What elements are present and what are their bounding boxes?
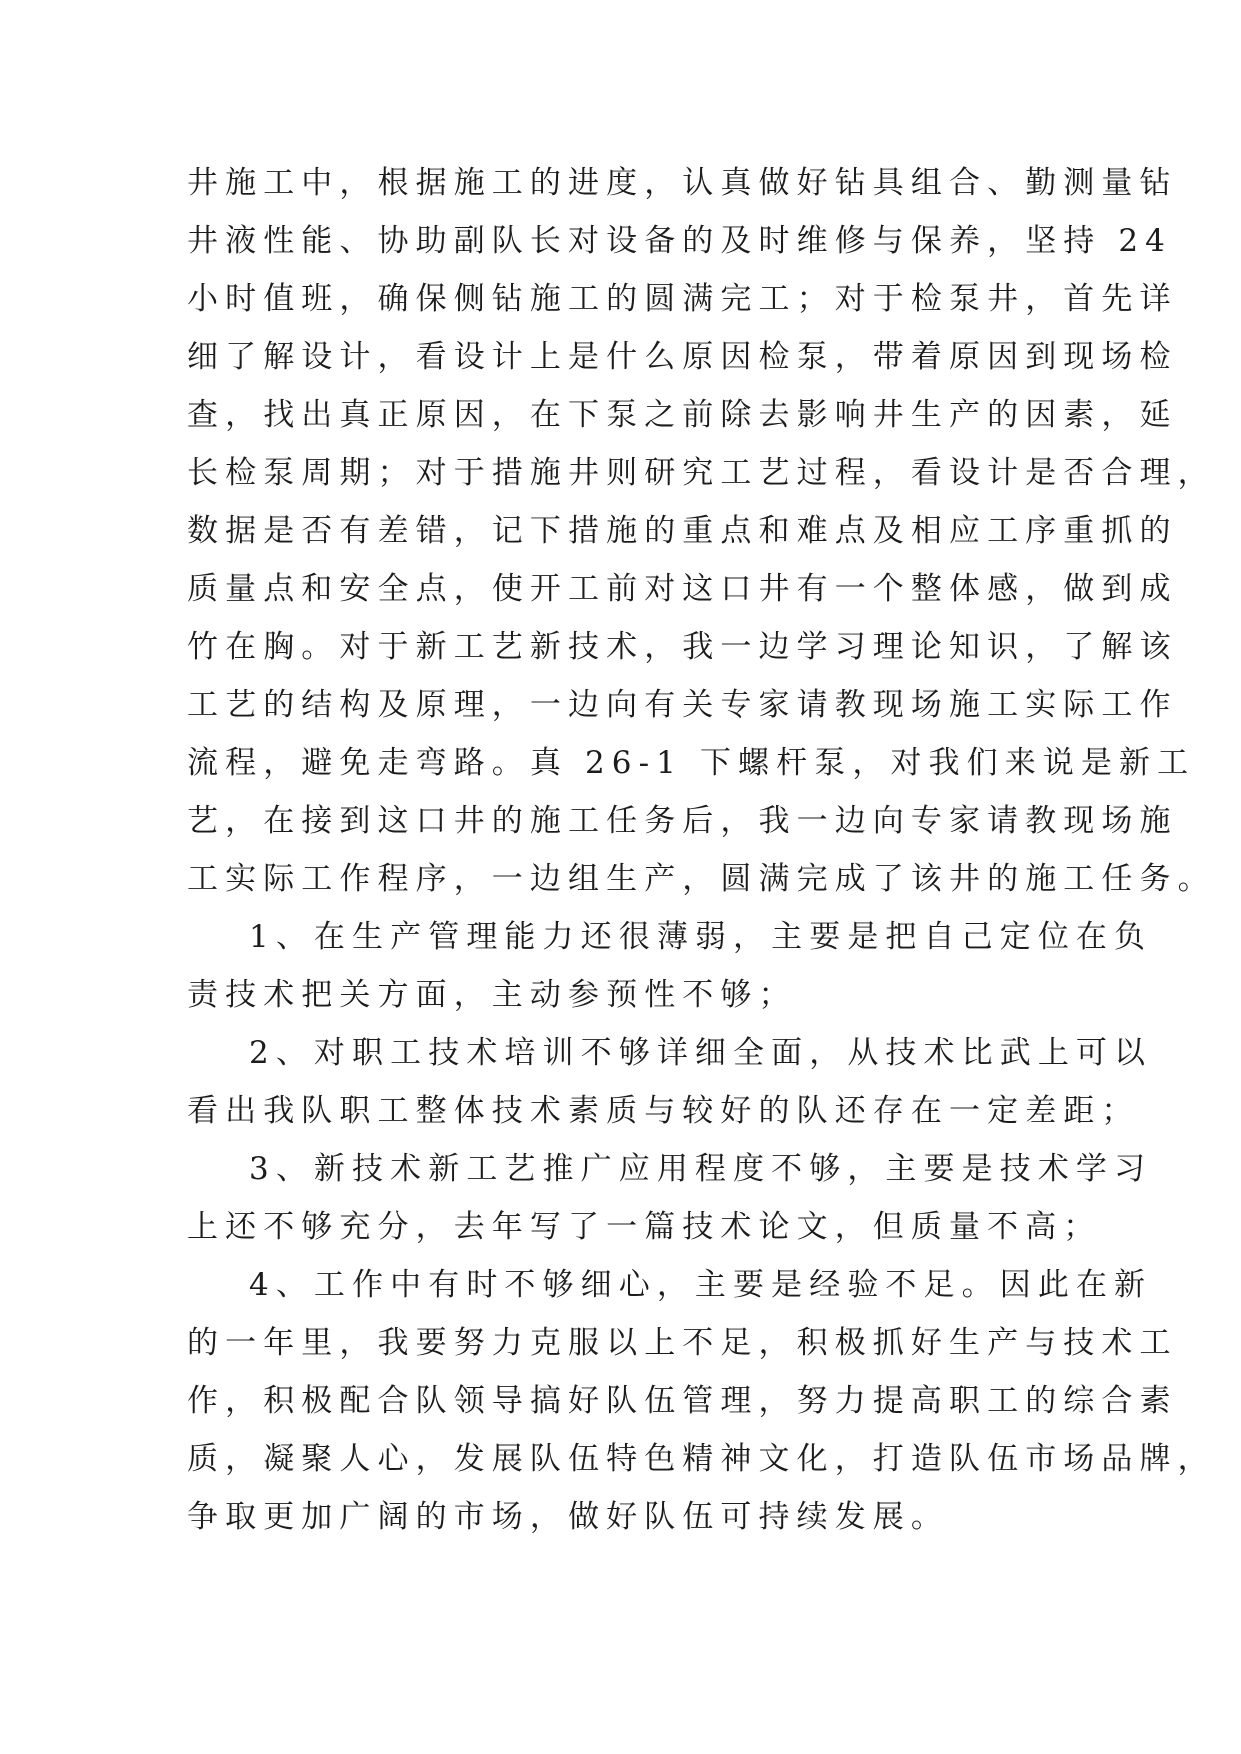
text-line: 上还不够充分，去年写了一篇技术论文，但质量不高； <box>187 1209 1102 1245</box>
text-line: 数据是否有差错，记下措施的重点和难点及相应工序重抓的 <box>187 513 1178 549</box>
text-line: 作，积极配合队领导搞好队伍管理，努力提高职工的综合素 <box>187 1383 1178 1419</box>
text-line: 质，凝聚人心，发展队伍特色精神文化，打造队伍市场品牌， <box>187 1441 1216 1477</box>
text-line: 小时值班，确保侧钻施工的圆满完工；对于检泵井，首先详 <box>187 281 1178 317</box>
text-line: 质量点和安全点，使开工前对这口井有一个整体感，做到成 <box>187 571 1178 607</box>
text-line: 流程，避免走弯路。真 26-1 下螺杆泵，对我们来说是新工 <box>187 745 1196 781</box>
list-item-4-line: 4、工作中有时不够细心，主要是经验不足。因此在新 <box>249 1267 1153 1303</box>
text-line: 竹在胸。对于新工艺新技术，我一边学习理论知识，了解该 <box>187 629 1178 665</box>
text-line: 工实际工作程序，一边组生产，圆满完成了该井的施工任务。 <box>187 861 1216 897</box>
text-line: 井液性能、协助副队长对设备的及时维修与保养，坚持 24 <box>187 223 1172 259</box>
list-item-2-line: 2、对职工技术培训不够详细全面，从技术比武上可以 <box>249 1035 1153 1071</box>
text-line: 艺，在接到这口井的施工任务后，我一边向专家请教现场施 <box>187 803 1178 839</box>
list-item-3-line: 3、新技术新工艺推广应用程度不够，主要是技术学习 <box>249 1151 1153 1187</box>
text-line: 责技术把关方面，主动参预性不够； <box>187 977 797 1013</box>
text-line: 井施工中，根据施工的进度，认真做好钻具组合、勤测量钻 <box>187 165 1178 201</box>
text-line: 看出我队职工整体技术素质与较好的队还存在一定差距； <box>187 1093 1140 1129</box>
list-item-1-line: 1、在生产管理能力还很薄弱，主要是把自己定位在负 <box>249 919 1153 955</box>
text-line: 细了解设计，看设计上是什么原因检泵，带着原因到现场检 <box>187 339 1178 375</box>
text-line: 长检泵周期；对于措施井则研究工艺过程，看设计是否合理， <box>187 455 1216 491</box>
text-line: 查，找出真正原因，在下泵之前除去影响井生产的因素，延 <box>187 397 1178 433</box>
document-body-text <box>187 154 1216 1546</box>
text-line: 争取更加广阔的市场，做好队伍可持续发展。 <box>187 1499 949 1535</box>
text-line: 的一年里，我要努力克服以上不足，积极抓好生产与技术工 <box>187 1325 1178 1361</box>
text-line: 工艺的结构及原理，一边向有关专家请教现场施工实际工作 <box>187 687 1178 723</box>
